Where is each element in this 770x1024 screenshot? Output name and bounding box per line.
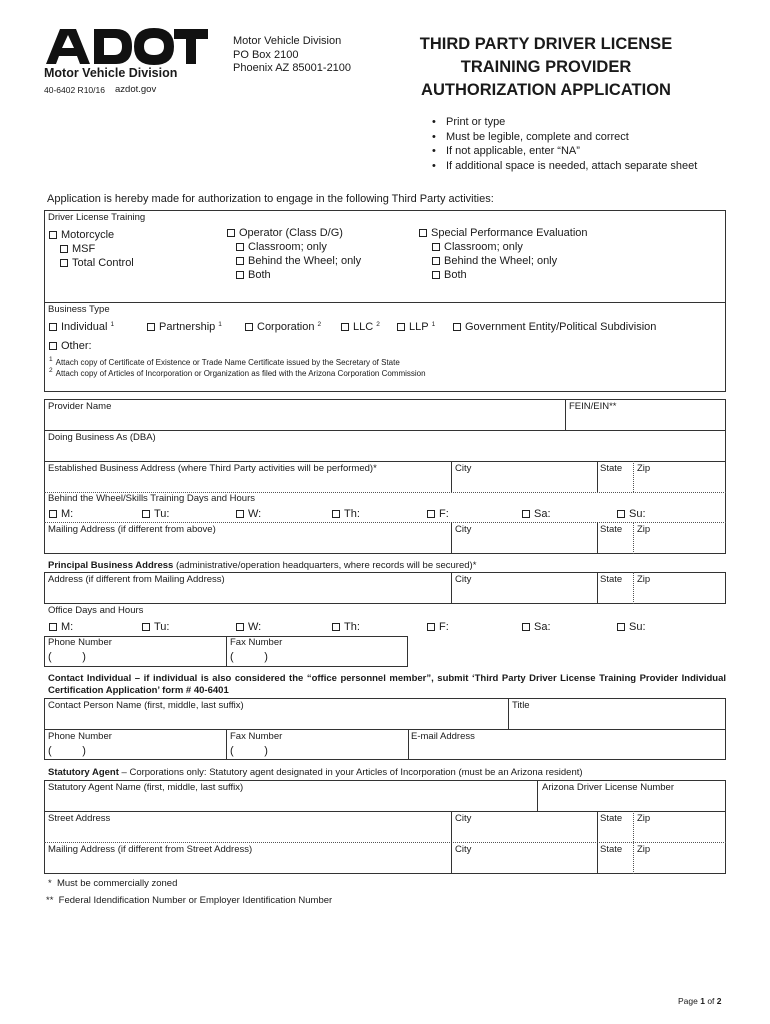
msf-checkbox[interactable] (60, 243, 95, 255)
checkbox-label: W: (248, 621, 262, 633)
llp-checkbox[interactable] (397, 321, 435, 333)
checkbox-icon (332, 623, 340, 631)
btw-wednesday-checkbox[interactable] (236, 508, 261, 520)
adot-logo (44, 26, 210, 66)
address-line: PO Box 2100 (233, 48, 299, 61)
corporation-checkbox[interactable] (245, 321, 321, 333)
provider-name-field[interactable]: Provider Name (48, 401, 112, 412)
checkbox-label: Su: (629, 508, 646, 520)
footnote-ref: 2 (376, 321, 380, 328)
operator-classroom-checkbox[interactable] (236, 241, 327, 253)
agent-name-field[interactable]: Statutory Agent Name (first, middle, last suffix) (48, 782, 244, 793)
checkbox-icon (419, 229, 427, 237)
area-code[interactable]: ( ) (48, 745, 86, 757)
area-code[interactable]: ( ) (230, 745, 268, 757)
checkbox-label: Tu: (154, 508, 170, 520)
title-line: AUTHORIZATION APPLICATION (421, 81, 671, 99)
principal-heading (48, 560, 476, 571)
checkbox-label: Motorcycle (61, 229, 115, 241)
checkbox-icon (142, 623, 150, 631)
dba-field[interactable]: Doing Business As (DBA) (48, 432, 156, 443)
spe-both-checkbox[interactable] (432, 269, 467, 281)
btw-days-label: Behind the Wheel/Skills Training Days and Hours (48, 493, 255, 504)
heading-bold: Principal Business Address (48, 560, 174, 571)
operator-checkbox[interactable] (227, 227, 343, 239)
btw-thursday-checkbox[interactable] (332, 508, 360, 520)
agent-dl-field[interactable]: Arizona Driver License Number (542, 782, 674, 793)
llc-checkbox[interactable] (341, 321, 380, 333)
checkbox-label: Behind the Wheel; only (248, 255, 362, 267)
city-field[interactable]: City (455, 813, 472, 824)
btw-friday-checkbox[interactable] (427, 508, 449, 520)
government-checkbox[interactable] (453, 321, 656, 333)
office-saturday-checkbox[interactable] (522, 621, 551, 633)
checkbox-icon (236, 623, 244, 631)
mailing-address-block (233, 35, 351, 76)
divider (597, 461, 598, 492)
page-label: Page (678, 996, 701, 1006)
zip-field[interactable]: Zip (637, 524, 651, 535)
footnote-zoned: * Must be commercially zoned (48, 878, 178, 889)
checkbox-icon (245, 323, 253, 331)
instruction-item: • Print or type (432, 115, 697, 130)
checkbox-label: Classroom; only (444, 241, 523, 253)
contact-fax-field[interactable]: Fax Number (230, 731, 283, 742)
checkbox-label: F: (439, 621, 449, 633)
footnote-ref: 2 (317, 321, 322, 328)
other-checkbox[interactable] (49, 340, 92, 352)
agent-street-field[interactable]: Street Address (48, 813, 111, 824)
form-number: 40-6402 R10/16 (44, 85, 105, 95)
checkbox-label: Classroom; only (248, 241, 327, 253)
checkbox-label: Behind the Wheel; only (444, 255, 558, 267)
checkbox-icon (341, 323, 349, 331)
checkbox-icon (427, 510, 435, 518)
checkbox-icon (236, 271, 244, 279)
motorcycle-checkbox[interactable] (49, 229, 114, 241)
checkbox-label: Sa: (534, 621, 551, 633)
footnote-ref: 1 (218, 321, 222, 328)
checkbox-label: M: (61, 508, 74, 520)
checkbox-icon (236, 243, 244, 251)
checkbox-label: Government Entity/Political Subdivision (465, 321, 657, 333)
form-title (396, 33, 696, 102)
contact-name-field[interactable]: Contact Person Name (first, middle, last suffix) (48, 700, 244, 711)
agent-heading (48, 767, 583, 778)
divider (597, 522, 598, 554)
title-line: TRAINING PROVIDER (460, 58, 632, 76)
divider (451, 461, 452, 492)
checkbox-icon (49, 323, 57, 331)
contact-title-field[interactable]: Title (512, 700, 530, 711)
page-current: 1 (700, 996, 705, 1006)
page-of: of (704, 996, 717, 1006)
checkbox-icon (49, 510, 57, 518)
checkbox-icon (49, 623, 57, 631)
divider (44, 522, 726, 523)
checkbox-label: MSF (72, 243, 96, 255)
checkbox-icon (60, 245, 68, 253)
checkbox-label: Total Control (72, 257, 134, 269)
instructions-list (432, 115, 697, 173)
individual-checkbox[interactable] (49, 321, 114, 333)
established-address-field[interactable]: Established Business Address (where Third Party activities will be performed)* (48, 463, 377, 474)
zip-field[interactable]: Zip (637, 574, 651, 585)
checkbox-label: LLC (353, 321, 374, 333)
footnote-fein: ** Federal Idendification Number or Employer Identification Number (46, 895, 333, 906)
checkbox-icon (49, 231, 57, 239)
heading-bold: Statutory Agent (48, 767, 119, 778)
website-link[interactable]: azdot.gov (115, 84, 157, 95)
heading-bold: Contact Individual (48, 673, 132, 684)
city-field[interactable]: City (455, 574, 472, 585)
page-total: 2 (716, 996, 722, 1006)
checkbox-icon (432, 257, 440, 265)
spe-btw-checkbox[interactable] (432, 255, 557, 267)
divider (565, 399, 566, 430)
city-field[interactable]: City (455, 844, 472, 855)
heading-text: – Corporations only: Statutory agent designated in your Articles of Incorporation (must be an Arizona resident) (118, 767, 583, 778)
state-field[interactable]: State (600, 844, 623, 855)
office-sunday-checkbox[interactable] (617, 621, 646, 633)
checkbox-label: Individual (61, 321, 108, 333)
footnote-text: Attach copy of Articles of Incorporation or Organization as filed with the Arizona Corporation Commission (55, 369, 426, 378)
checkbox-icon (522, 623, 530, 631)
checkbox-label: Su: (629, 621, 646, 633)
state-field[interactable]: State (600, 574, 623, 585)
partnership-checkbox[interactable] (147, 321, 222, 333)
state-field[interactable]: State (600, 463, 623, 474)
area-code[interactable]: ( ) (48, 651, 86, 663)
checkbox-label: Tu: (154, 621, 170, 633)
office-monday-checkbox[interactable] (49, 621, 73, 633)
footnote-ref: 1 (49, 356, 53, 363)
checkbox-icon (522, 510, 530, 518)
checkbox-label: F: (439, 508, 449, 520)
state-field[interactable]: State (600, 813, 623, 824)
divider (226, 729, 227, 760)
divider (597, 572, 598, 604)
agent-mailing-field[interactable]: Mailing Address (if different from Street Address) (48, 844, 253, 855)
checkbox-label: Both (248, 269, 271, 281)
divider (44, 430, 726, 431)
divider (44, 729, 726, 730)
checkbox-icon (332, 510, 340, 518)
checkbox-icon (432, 271, 440, 279)
divider (44, 461, 726, 462)
checkbox-label: Sa: (534, 508, 551, 520)
checkbox-label: Operator (Class D/G) (239, 227, 343, 239)
instruction-item: • If additional space is needed, attach separate sheet (432, 159, 697, 174)
footnote-ref: 1 (431, 321, 436, 328)
footnote-1 (49, 356, 400, 367)
divider (537, 780, 538, 811)
principal-fax-field[interactable]: Fax Number (230, 637, 283, 648)
btw-monday-checkbox[interactable] (49, 508, 73, 520)
office-tuesday-checkbox[interactable] (142, 621, 170, 633)
checkbox-icon (432, 243, 440, 251)
contact-email-field[interactable]: E-mail Address (411, 731, 475, 742)
instruction-item: • If not applicable, enter “NA” (432, 144, 697, 159)
checkbox-icon (49, 342, 57, 350)
checkbox-icon (147, 323, 155, 331)
checkbox-icon (453, 323, 461, 331)
checkbox-label: Special Performance Evaluation (431, 227, 588, 239)
divider (633, 811, 634, 874)
divider (633, 522, 634, 554)
principal-phone-field[interactable]: Phone Number (48, 637, 112, 648)
office-thursday-checkbox[interactable] (332, 621, 360, 633)
divider (451, 572, 452, 604)
divider (226, 636, 227, 667)
btw-tuesday-checkbox[interactable] (142, 508, 170, 520)
checkbox-icon (142, 510, 150, 518)
agent-box (44, 780, 726, 874)
business-type-label: Business Type (48, 304, 110, 315)
total-control-checkbox[interactable] (60, 257, 134, 269)
office-friday-checkbox[interactable] (427, 621, 449, 633)
address-line: Phoenix AZ 85001-2100 (233, 62, 352, 74)
footnote-ref: 1 (110, 321, 115, 328)
office-wednesday-checkbox[interactable] (236, 621, 261, 633)
dl-training-box (44, 210, 726, 303)
checkbox-icon (227, 229, 235, 237)
checkbox-label: Partnership (159, 321, 216, 333)
divider (44, 811, 726, 812)
zip-field[interactable]: Zip (637, 844, 651, 855)
operator-btw-checkbox[interactable] (236, 255, 361, 267)
divider (597, 811, 598, 874)
footnote-2 (49, 367, 426, 378)
divider (451, 811, 452, 874)
contact-phone-field[interactable]: Phone Number (48, 731, 112, 742)
mailing-address-field[interactable]: Mailing Address (if different from above) (48, 524, 216, 535)
footnote-ref: 2 (49, 367, 53, 374)
divider (451, 522, 452, 554)
heading-text: – if individual is also considered the “office personnel member”, submit ‘Third Party Driver License Training Provider Individual Certification Application’ form # 40-6401 (48, 673, 727, 696)
operator-both-checkbox[interactable] (236, 269, 271, 281)
checkbox-label: Other: (61, 340, 92, 352)
dl-training-label: Driver License Training (48, 212, 146, 223)
checkbox-label: M: (61, 621, 74, 633)
divider (633, 461, 634, 492)
checkbox-icon (617, 623, 625, 631)
checkbox-label: Th: (344, 508, 360, 520)
divider (633, 572, 634, 604)
checkbox-icon (617, 510, 625, 518)
footnote-text: Attach copy of Certificate of Existence or Trade Name Certificate issued by the Secretary of State (55, 358, 400, 367)
instruction-item: • Must be legible, complete and correct (432, 130, 697, 145)
checkbox-icon (397, 323, 405, 331)
checkbox-label: Th: (344, 621, 360, 633)
checkbox-icon (236, 257, 244, 265)
checkbox-icon (427, 623, 435, 631)
divider (408, 729, 409, 760)
fein-field[interactable]: FEIN/EIN** (569, 401, 617, 412)
checkbox-label: LLP (409, 321, 429, 333)
state-field[interactable]: State (600, 524, 623, 535)
contact-heading (48, 673, 726, 697)
zip-field[interactable]: Zip (637, 463, 651, 474)
checkbox-label: W: (248, 508, 262, 520)
principal-address-field[interactable]: Address (if different from Mailing Address) (48, 574, 225, 585)
checkbox-icon (236, 510, 244, 518)
checkbox-icon (60, 259, 68, 267)
checkbox-label: Corporation (257, 321, 315, 333)
city-field[interactable]: City (455, 524, 472, 535)
business-type-box (44, 302, 726, 392)
org-name: Motor Vehicle Division (44, 66, 178, 80)
zip-field[interactable]: Zip (637, 813, 651, 824)
area-code[interactable]: ( ) (230, 651, 268, 663)
spe-checkbox[interactable] (419, 227, 588, 239)
divider (44, 842, 726, 843)
checkbox-label: Both (444, 269, 467, 281)
heading-text: (administrative/operation headquarters, where records will be secured)* (173, 560, 477, 571)
spe-classroom-checkbox[interactable] (432, 241, 523, 253)
divider (508, 698, 509, 729)
btw-saturday-checkbox[interactable] (522, 508, 551, 520)
city-field[interactable]: City (455, 463, 472, 474)
btw-sunday-checkbox[interactable] (617, 508, 646, 520)
office-days-label: Office Days and Hours (48, 605, 144, 616)
address-line: Motor Vehicle Division (233, 35, 342, 47)
page-number (678, 996, 722, 1006)
title-line: THIRD PARTY DRIVER LICENSE (419, 35, 673, 53)
intro-text: Application is hereby made for authorization to engage in the following Third Party activities: (47, 193, 494, 205)
